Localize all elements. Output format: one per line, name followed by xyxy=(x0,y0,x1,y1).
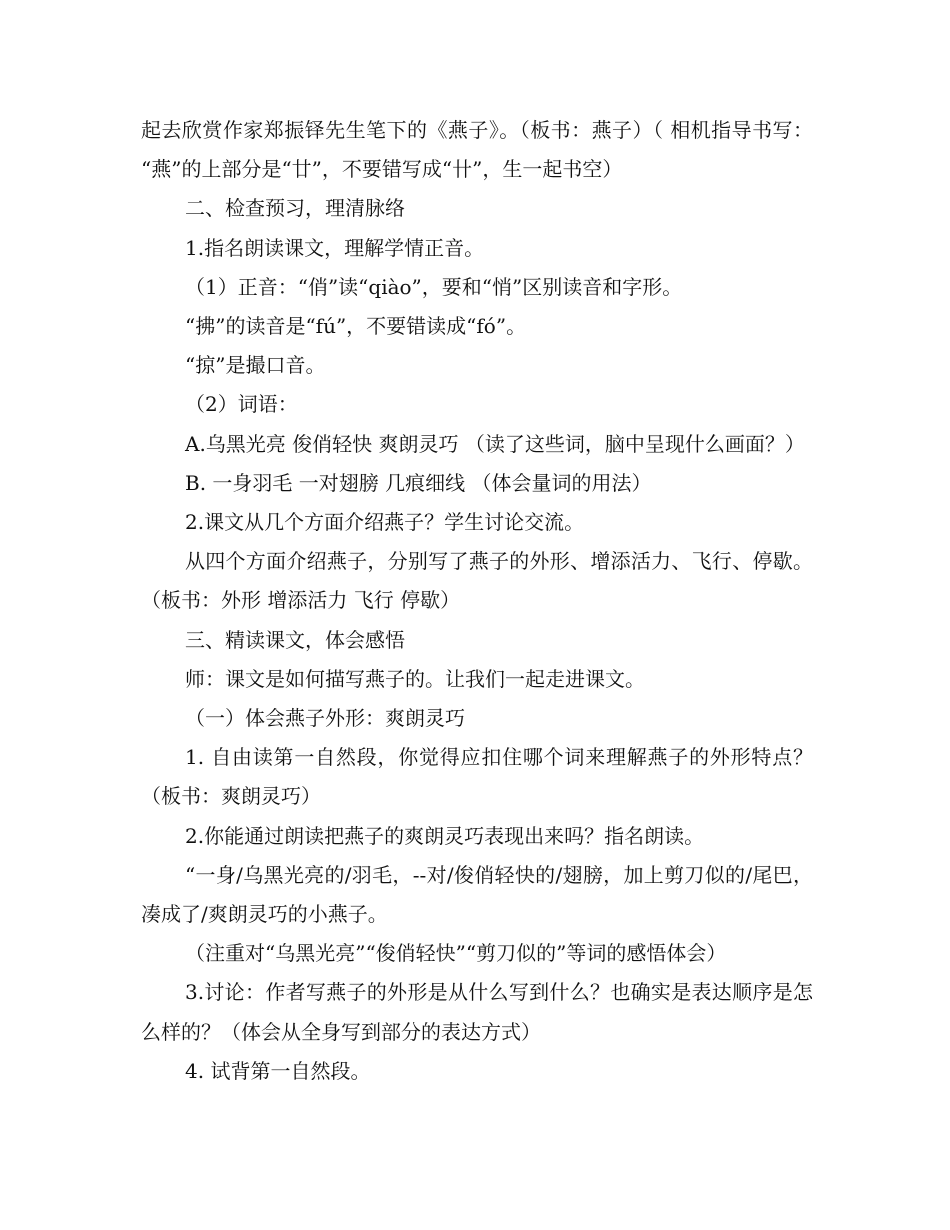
paragraph-step-2: 2.你能通过朗读把燕子的爽朗灵巧表现出来吗？指名朗读。 xyxy=(185,823,705,848)
paragraph-four-aspects: 从四个方面介绍燕子，分别写了燕子的外形、增添活力、飞行、停歇。（板书：外形 增添活力 飞行 停歇） xyxy=(141,549,813,613)
paragraph-step-3: 3.讨论：作者写燕子的外形是从什么写到什么？也确实是表达顺序是怎么样的？（体会从全身写到部分的表达方式） xyxy=(141,980,813,1044)
subsection-heading-appearance: （一）体会燕子外形：爽朗灵巧 xyxy=(185,706,465,731)
paragraph-pronunciation-3: “掠”是撮口音。 xyxy=(185,353,326,378)
section-heading-close-reading: 三、精读课文，体会感悟 xyxy=(185,627,405,652)
paragraph-note: （注重对“乌黑光亮”“俊俏轻快”“剪刀似的”等词的感悟体会） xyxy=(185,941,727,966)
paragraph-step-1: 1. 自由读第一自然段，你觉得应扣住哪个词来理解燕子的外形特点？（板书：爽朗灵巧） xyxy=(141,745,813,809)
paragraph-quote: “一身/乌黑光亮的/羽毛，--对/俊俏轻快的/翅膀，加上剪刀似的/尾巴，凑成了/爽朗灵巧的小燕子。 xyxy=(141,862,813,927)
paragraph-vocabulary-label: （2）词语： xyxy=(185,392,298,417)
document-body xyxy=(141,111,813,1091)
paragraph-step-4: 4. 试背第一自然段。 xyxy=(185,1058,371,1083)
paragraph-item-1: 1.指名朗读课文，理解学情正音。 xyxy=(185,235,485,260)
paragraph-vocabulary-b: B. 一身羽毛 一对翅膀 几痕细线 （体会量词的用法） xyxy=(185,470,652,495)
paragraph-pronunciation-2: “拂”的读音是“fú”，不要错读成“fó”。 xyxy=(185,314,527,339)
section-heading-preview: 二、检查预习，理清脉络 xyxy=(185,196,405,221)
paragraph-vocabulary-a: A.乌黑光亮 俊俏轻快 爽朗灵巧 （读了这些词，脑中呈现什么画面？） xyxy=(185,431,805,456)
paragraph-intro: 起去欣赏作家郑振铎先生笔下的《燕子》。（板书：燕子）（ 相机指导书写： “燕”的上部分是“廿”，不要错写成“卄”，生一起书空） xyxy=(141,118,813,182)
paragraph-pronunciation-1: （1）正音：“俏”读“qiào”，要和“悄”区别读音和字形。 xyxy=(185,274,683,299)
paragraph-item-2: 2.课文从几个方面介绍燕子？学生讨论交流。 xyxy=(185,510,585,535)
paragraph-teacher: 师：课文是如何描写燕子的。让我们一起走进课文。 xyxy=(185,666,645,691)
